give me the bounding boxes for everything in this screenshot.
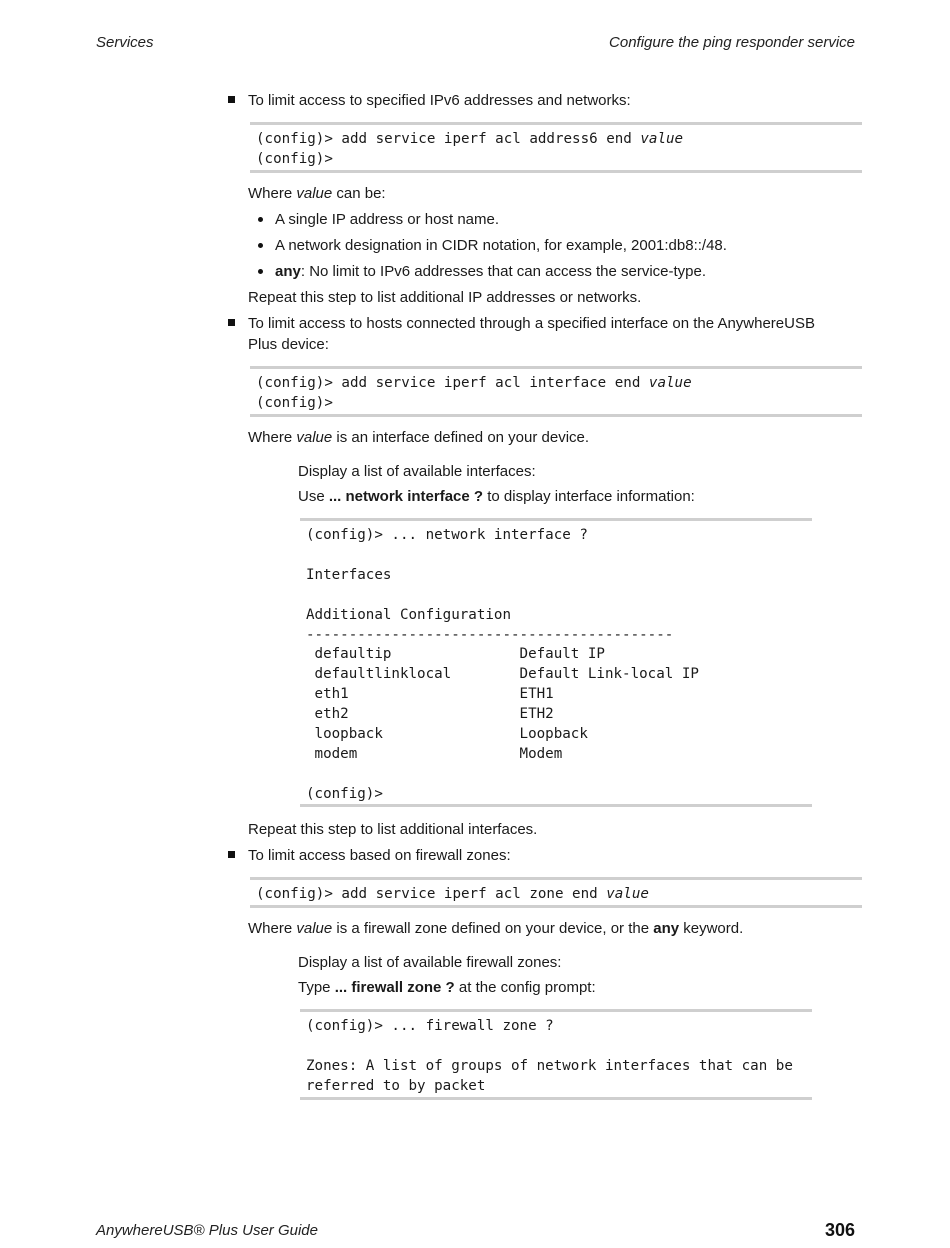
interface-use-text: Use ... network interface ? to display interface information: [298, 488, 695, 505]
code-variable: value [606, 886, 649, 902]
zone-display-heading: Display a list of available firewall zones: [298, 954, 562, 971]
square-bullet-icon [228, 851, 235, 858]
bullet-dot-icon [258, 269, 263, 274]
interface-code-block [250, 366, 862, 417]
square-bullet-icon [228, 96, 235, 103]
interface-intro-line1: To limit access to hosts connected through a specified interface on the AnywhereUSB [248, 315, 815, 332]
page-number: 306 [824, 1220, 855, 1240]
ipv6-option-single: A single IP address or host name. [275, 211, 500, 228]
bullet-dot-icon [258, 217, 263, 222]
interface-where-text: Where value is an interface defined on your device. [248, 429, 590, 446]
zone-type-text: Type ... firewall zone ? at the config prompt: [298, 979, 596, 996]
interface-intro-line2: Plus device: [248, 336, 329, 353]
zone-intro: To limit access based on firewall zones: [248, 847, 511, 864]
running-header-section: Services [96, 34, 154, 51]
code-text: (config)> add service iperf acl interface end [256, 375, 649, 391]
zone-code-block [250, 877, 862, 908]
zone-list-code-block: (config)> ... firewall zone ? Zones: A list of groups of network interfaces that can be referred to by packet [300, 1009, 812, 1100]
zone-where-text: Where value is a firewall zone defined on your device, or the any keyword. [248, 920, 744, 937]
interface-repeat: Repeat this step to list additional interfaces. [248, 821, 538, 838]
code-text: (config)> add service iperf acl zone end [256, 886, 607, 902]
interface-display-heading: Display a list of available interfaces: [298, 463, 536, 480]
ipv6-where-text: Where value can be: [248, 185, 386, 202]
ipv6-intro: To limit access to specified IPv6 addresses and networks: [248, 92, 631, 109]
code-text: (config)> add service iperf acl address6 end [256, 131, 641, 147]
interface-list-code-block: (config)> ... network interface ? Interfaces Additional Configuration ------------------------------------------- defaultip Default IP defaultlinklocal Default Link-local IP eth1 ETH1 eth2 ETH2 loopback Loopback modem Modem (config)> [300, 518, 812, 807]
ipv6-repeat: Repeat this step to list additional IP addresses or networks. [248, 289, 642, 306]
code-variable: value [648, 375, 692, 391]
code-prompt: (config)> [256, 150, 333, 167]
code-variable: value [640, 131, 684, 147]
bullet-dot-icon [258, 243, 263, 248]
footer-guide-title: AnywhereUSB® Plus User Guide [96, 1222, 318, 1239]
ipv6-code-block [250, 122, 862, 173]
square-bullet-icon [228, 319, 235, 326]
running-header-topic: Configure the ping responder service [609, 34, 855, 51]
ipv6-option-any: any: No limit to IPv6 addresses that can access the service-type. [275, 263, 707, 280]
ipv6-option-cidr: A network designation in CIDR notation, for example, 2001:db8::/48. [275, 237, 727, 254]
code-prompt: (config)> [256, 394, 333, 411]
